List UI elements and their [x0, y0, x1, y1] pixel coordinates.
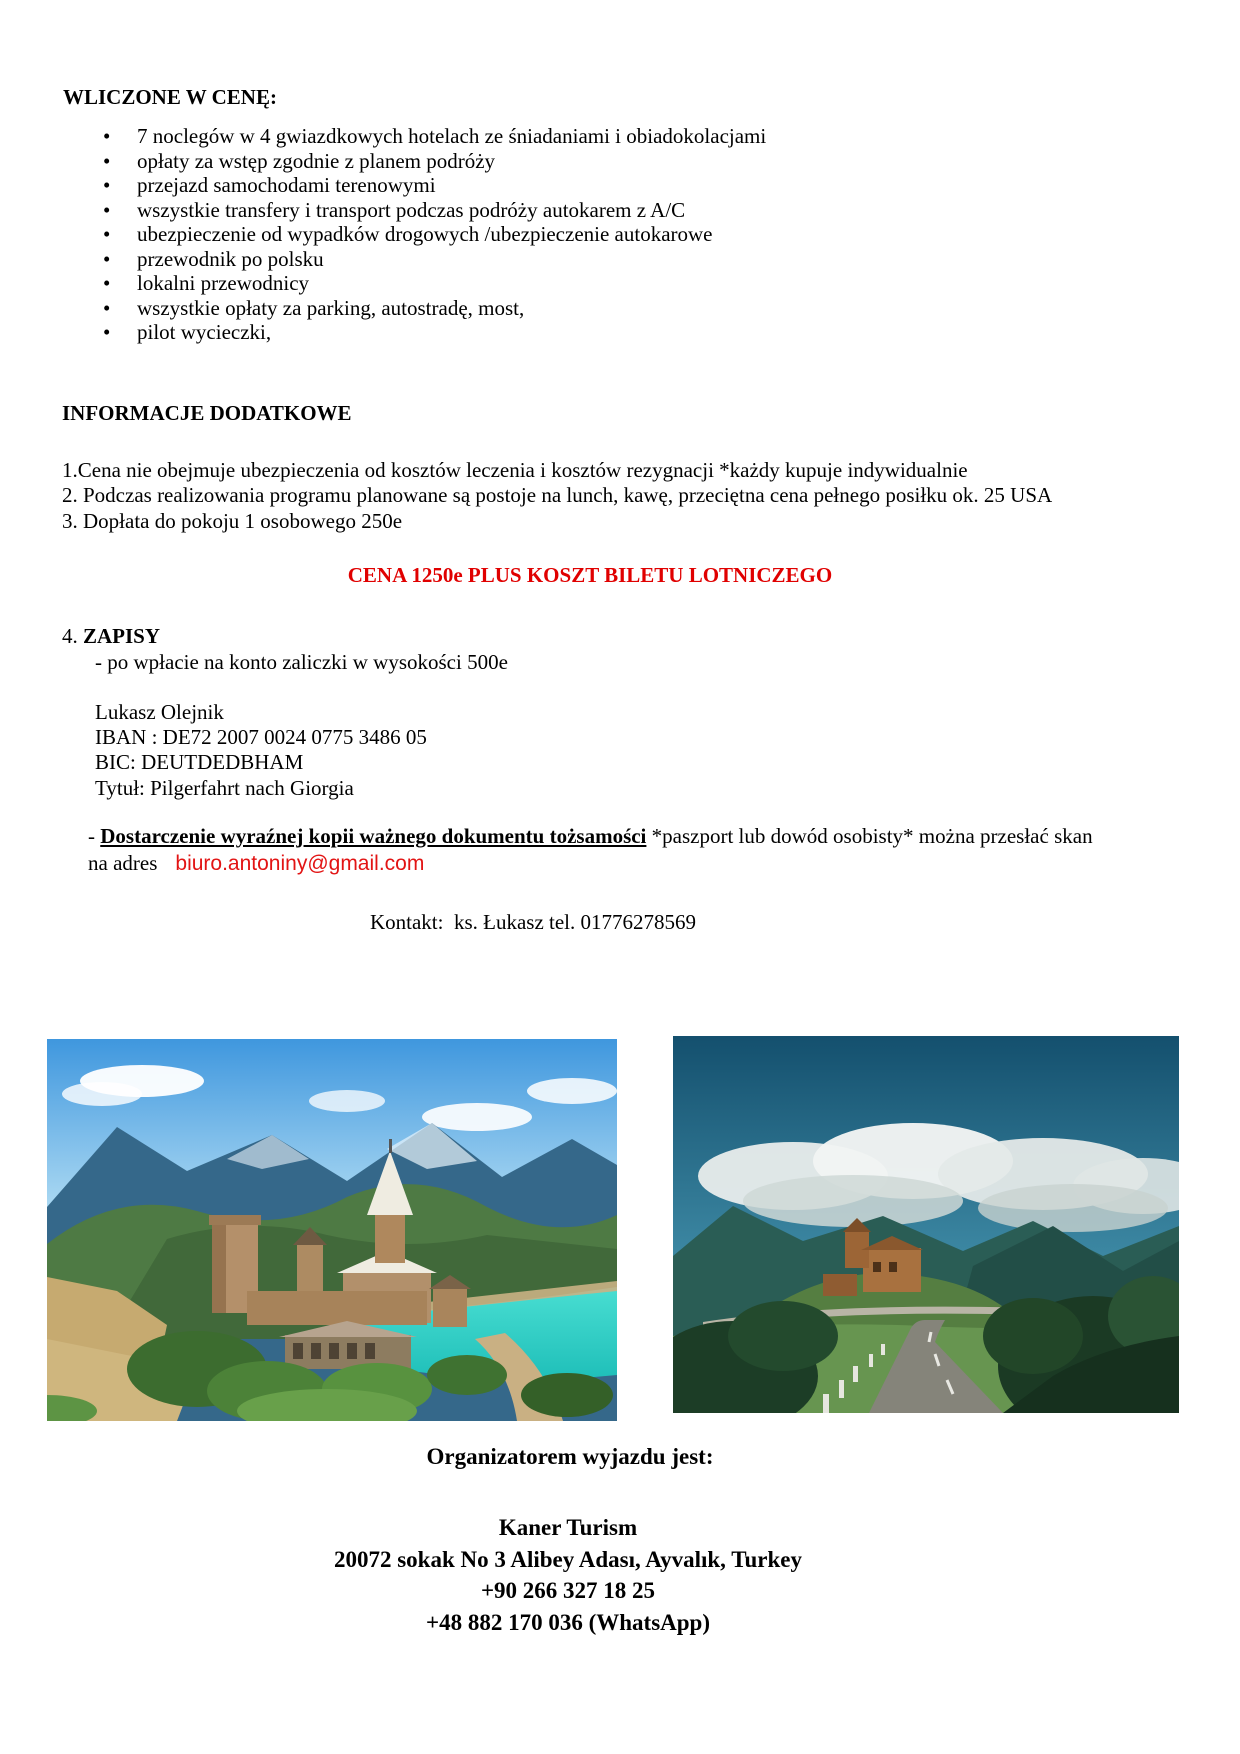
- heading-included-in-price: WLICZONE W CENĘ:: [63, 85, 277, 109]
- bullet-icon: •: [103, 246, 111, 271]
- list-item: • pilot wycieczki,: [103, 320, 272, 344]
- contact-line: Kontakt: ks. Łukasz tel. 01776278569: [369, 910, 697, 934]
- photo-monastery-road: [673, 1036, 1179, 1413]
- heading-additional-info: INFORMACJE DODATKOWE: [62, 401, 352, 425]
- included-items-list: [103, 124, 766, 345]
- bank-account-holder: Lukasz Olejnik: [95, 700, 224, 724]
- email-address-line: [88, 851, 424, 876]
- organizer-name: Kaner Turism: [498, 1515, 638, 1540]
- bank-transfer-title: Tytuł: Pilgerfahrt nach Giorgia: [95, 775, 354, 800]
- info-line-2: 2. Podczas realizowania programu planowane są postoje na lunch, kawę, przeciętna cena pełnego posiłku ok. 25 USA: [62, 483, 1053, 508]
- organizer-details-block: [0, 1512, 1136, 1638]
- document-requirement-line: [88, 824, 1093, 849]
- info-line-1: 1.Cena nie obejmuje ubezpieczenia od kosztów leczenia i kosztów rezygnacji *każdy kupuje indywidualnie: [62, 458, 968, 482]
- document-requirement-rest: *paszport lub dowód osobisty* można przesłać skan: [646, 824, 1093, 848]
- list-item: • 7 noclegów w 4 gwiazdkowych hotelach ze śniadaniami i obiadokolacjami: [103, 124, 767, 148]
- additional-info-paragraph: [62, 458, 1052, 534]
- email-address: biuro.antoniny@gmail.com: [175, 852, 425, 875]
- organizer-phone-tr: +90 266 327 18 25: [480, 1578, 656, 1603]
- bullet-icon: •: [103, 173, 111, 197]
- bank-bic: BIC: DEUTDEDBHAM: [95, 750, 304, 775]
- photo-ananuri-fortress-lake: [47, 1039, 617, 1421]
- organizer-intro: Organizatorem wyjazdu jest:: [426, 1444, 714, 1469]
- bank-iban: IBAN : DE72 2007 0024 0775 3486 05: [95, 725, 427, 750]
- signup-heading-label: ZAPISY: [83, 624, 161, 648]
- bullet-icon: •: [103, 222, 111, 246]
- address-prefix: na adres: [88, 851, 158, 875]
- document-requirement-bold: Dostarczenie wyraźnej kopii ważnego dokumentu tożsamości: [100, 824, 647, 848]
- deposit-line: - po wpłacie na konto zaliczki w wysokości 500e: [95, 650, 508, 674]
- bullet-icon: •: [103, 197, 111, 222]
- signup-number: 4.: [62, 624, 83, 648]
- bank-details-block: [95, 700, 427, 801]
- organizer-address: 20072 sokak No 3 Alibey Adası, Ayvalık, Turkey: [333, 1546, 802, 1572]
- list-item: • wszystkie transfery i transport podczas podróży autokarem z A/C: [103, 197, 686, 222]
- dash-prefix: -: [88, 824, 101, 848]
- bullet-icon: •: [103, 271, 111, 295]
- list-item: • ubezpieczenie od wypadków drogowych /ubezpieczenie autokarowe: [103, 222, 713, 246]
- price-banner: CENA 1250e PLUS KOSZT BILETU LOTNICZEGO: [347, 563, 833, 587]
- list-item: • przewodnik po polsku: [103, 246, 324, 271]
- signup-heading: [62, 624, 160, 649]
- list-item: • lokalni przewodnicy: [103, 271, 310, 295]
- organizer-phone-whatsapp: +48 882 170 036 (WhatsApp): [425, 1609, 711, 1635]
- bullet-icon: •: [103, 124, 111, 148]
- bullet-icon: •: [103, 295, 111, 320]
- list-item: • przejazd samochodami terenowymi: [103, 173, 436, 197]
- bullet-icon: •: [103, 148, 111, 173]
- bullet-icon: •: [103, 320, 111, 344]
- list-item: • opłaty za wstęp zgodnie z planem podróży: [103, 148, 496, 173]
- info-line-3: 3. Dopłata do pokoju 1 osobowego 250e: [62, 508, 403, 533]
- list-item: • wszystkie opłaty za parking, autostradę, most,: [103, 295, 525, 320]
